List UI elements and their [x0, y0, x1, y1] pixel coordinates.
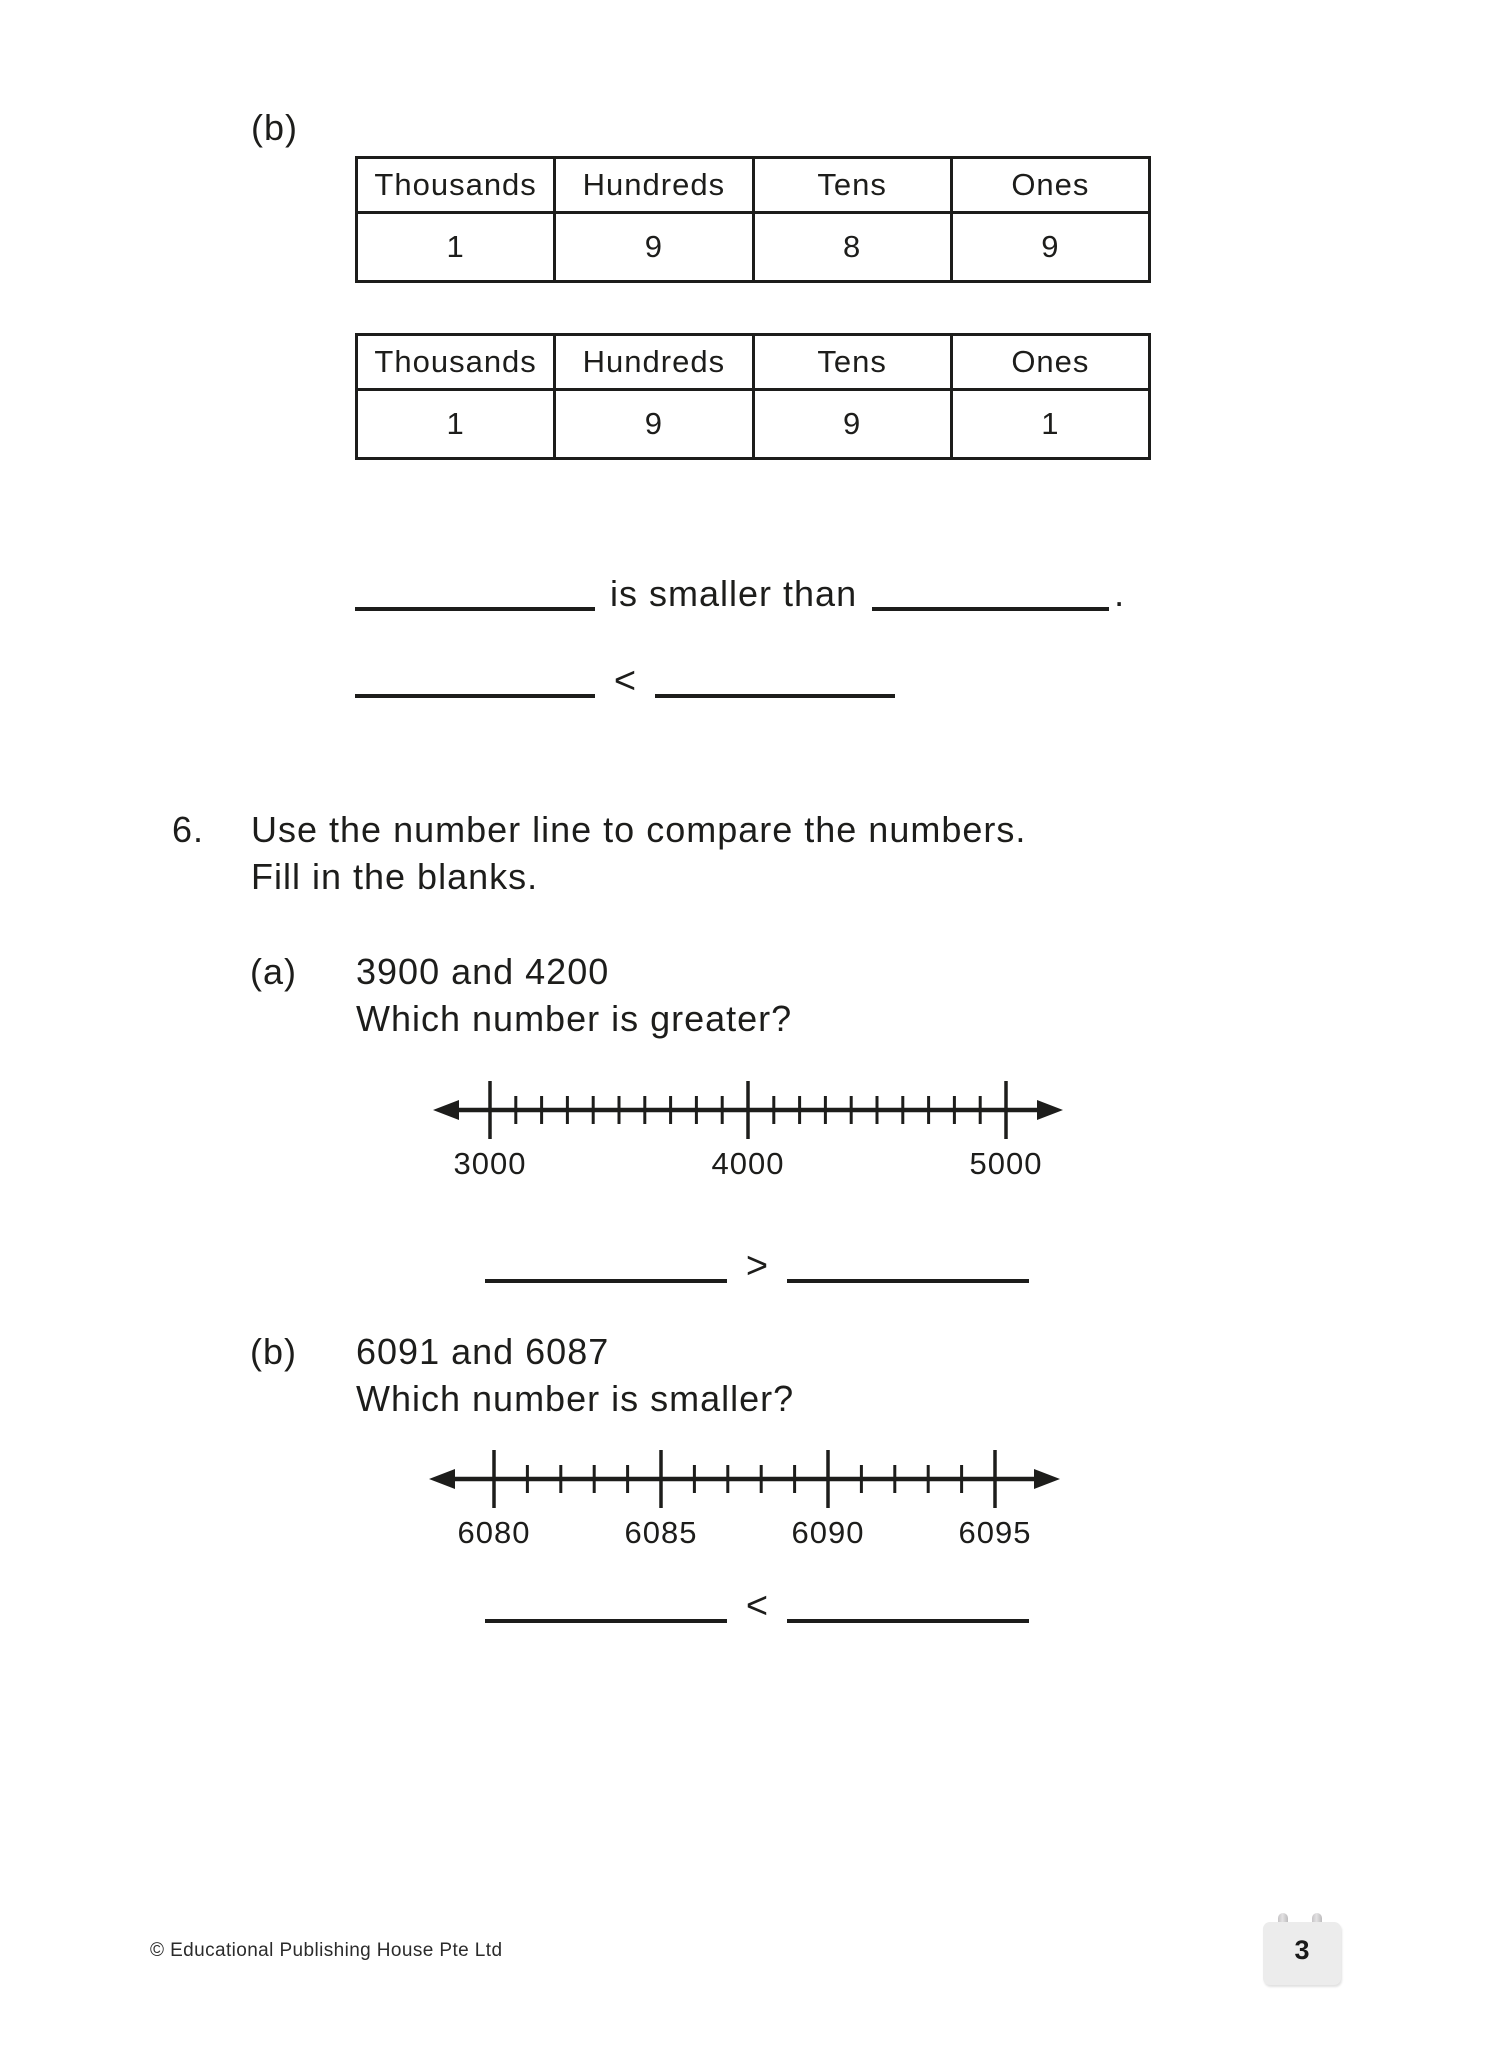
number-line-label: 6095 [958, 1515, 1032, 1550]
place-value-table-1989 [355, 156, 1151, 283]
place-value-digit: 1 [358, 214, 556, 280]
part-a-comparison [485, 1240, 1029, 1288]
blank-smaller-second[interactable] [872, 607, 1109, 611]
part-b2-question: Which number is smaller? [356, 1378, 795, 1419]
blank-smaller-first[interactable] [355, 607, 595, 611]
place-value-header-tens: Tens [755, 159, 953, 214]
number-line-b [400, 1439, 1080, 1557]
place-value-header-hundreds: Hundreds [556, 336, 754, 391]
place-value-header-ones: Ones [953, 336, 1148, 391]
sentence-text: is smaller than [610, 573, 858, 614]
part-b2-comparison [485, 1580, 1029, 1628]
place-value-header-thousands: Thousands [358, 336, 556, 391]
page-number-badge [1263, 1913, 1341, 1985]
place-value-digit: 8 [755, 214, 953, 280]
number-line-label: 4000 [711, 1146, 785, 1181]
question-6-prompt-line2: Fill in the blanks. [251, 856, 539, 897]
question-6-prompt-line1: Use the number line to compare the numbers. [251, 809, 1027, 850]
smaller-than-sentence [355, 568, 1124, 616]
blank-b-left[interactable] [485, 1619, 727, 1623]
place-value-header-hundreds: Hundreds [556, 159, 754, 214]
sentence-period: . [1114, 573, 1125, 614]
blank-lt-left[interactable] [355, 694, 595, 698]
place-value-digit: 1 [1041, 406, 1060, 441]
place-value-digit: 9 [556, 214, 754, 280]
blank-lt-right[interactable] [655, 694, 895, 698]
place-value-header-tens: Tens [755, 336, 953, 391]
question-6-prompt [251, 806, 1026, 900]
number-line-label: 6085 [624, 1515, 698, 1550]
part-b2-label: (b) [250, 1331, 297, 1372]
greater-than-symbol: > [745, 1245, 769, 1287]
place-value-header-ones: Ones [953, 159, 1148, 214]
number-line-label: 5000 [969, 1146, 1043, 1181]
part-b2-numbers: 6091 and 6087 [356, 1331, 610, 1372]
copyright-text: © Educational Publishing House Pte Ltd [150, 1940, 503, 1961]
less-than-symbol: < [613, 660, 637, 702]
place-value-digit: 9 [556, 391, 754, 457]
place-value-digit: 9 [1041, 229, 1060, 264]
less-than-symbol-b: < [745, 1585, 769, 1627]
question-6-number: 6. [172, 809, 205, 850]
blank-a-left[interactable] [485, 1279, 727, 1283]
place-value-digit: 1 [358, 391, 556, 457]
part-b-label: (b) [251, 107, 298, 148]
part-a-question: Which number is greater? [356, 998, 793, 1039]
page-number: 3 [1294, 1935, 1310, 1965]
place-value-table-1991 [355, 333, 1151, 460]
number-line-label: 6090 [791, 1515, 865, 1550]
number-line-label: 3000 [453, 1146, 527, 1181]
place-value-header-thousands: Thousands [358, 159, 556, 214]
part-a-label: (a) [250, 951, 297, 992]
blank-a-right[interactable] [787, 1279, 1029, 1283]
less-than-statement [355, 655, 895, 703]
place-value-digit: 9 [755, 391, 953, 457]
number-line-label: 6080 [457, 1515, 531, 1550]
number-line-a [400, 1070, 1080, 1188]
blank-b-right[interactable] [787, 1619, 1029, 1623]
part-a-numbers: 3900 and 4200 [356, 951, 610, 992]
